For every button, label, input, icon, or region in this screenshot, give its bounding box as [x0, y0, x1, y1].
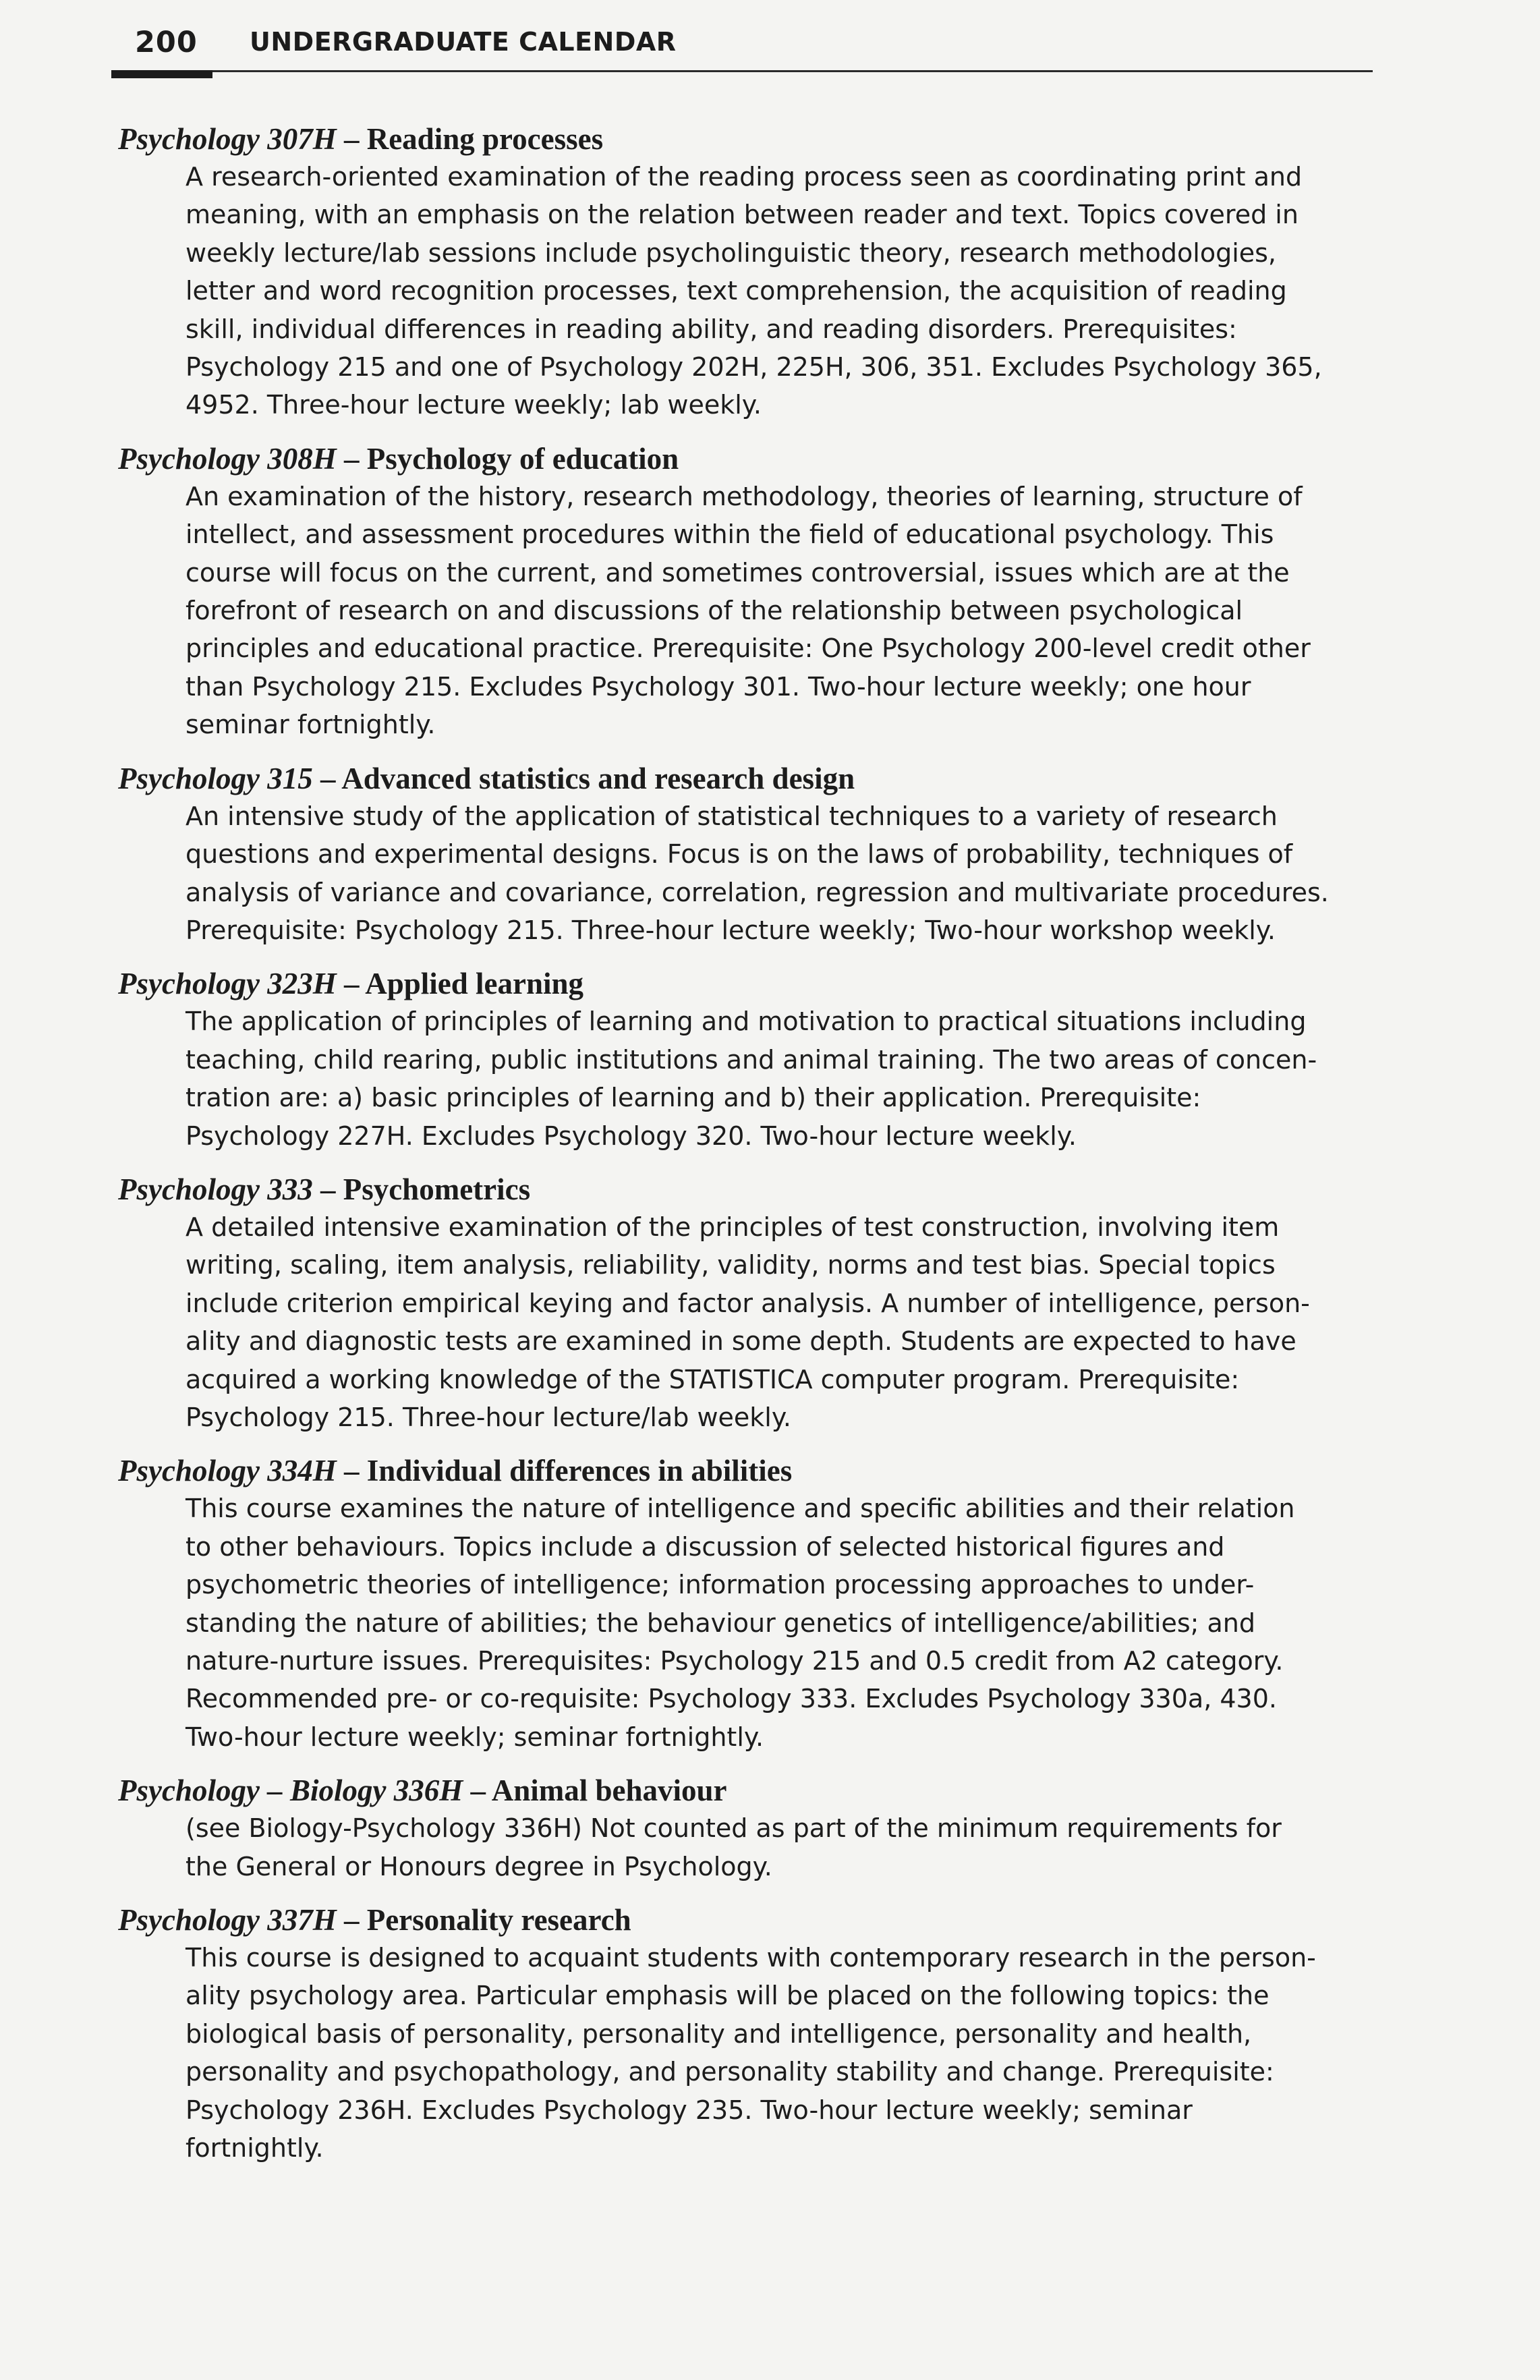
course-name: Reading processes	[366, 122, 604, 156]
description-line: The application of principles of learning and motivation to practical situations including	[186, 1007, 1307, 1037]
course-name: Psychometrics	[343, 1172, 531, 1206]
running-header	[111, 26, 1373, 86]
course-description	[186, 1002, 1386, 1155]
course-description	[186, 1208, 1386, 1436]
description-line: (see Biology-Psychology 336H) Not counted as part of the minimum requirements for	[186, 1813, 1282, 1844]
course-name: Personality research	[366, 1903, 631, 1937]
description-line: fortnightly.	[186, 2133, 324, 2163]
course-description	[186, 797, 1386, 950]
description-line: biological basis of personality, personality and intelligence, personality and health,	[186, 2018, 1252, 2049]
course-entry	[118, 440, 1386, 744]
description-line: 4952. Three-hour lecture weekly; lab weekly.	[186, 390, 762, 420]
course-name: Psychology of education	[366, 441, 679, 476]
course-heading: Psychology 315 – Advanced statistics and research design	[118, 761, 855, 795]
description-line: ality and diagnostic tests are examined in some depth. Students are expected to have	[186, 1326, 1296, 1357]
course-name: Advanced statistics and research design	[341, 761, 855, 795]
description-line: principles and educational practice. Prerequisite: One Psychology 200-level credit other	[186, 633, 1311, 664]
description-line: intellect, and assessment procedures within the field of educational psychology. This	[186, 519, 1274, 550]
description-line: Prerequisite: Psychology 215. Three-hour lecture weekly; Two-hour workshop weekly.	[186, 915, 1276, 945]
description-line: meaning, with an emphasis on the relation between reader and text. Topics covered in	[186, 200, 1299, 230]
description-line: forefront of research on and discussions of the relationship between psychological	[186, 596, 1243, 626]
description-line: personality and psychopathology, and personality stability and change. Prerequisite:	[186, 2057, 1274, 2087]
header-title: UNDERGRADUATE CALENDAR	[250, 27, 677, 57]
page-number: 200	[135, 26, 198, 59]
description-line: to other behaviours. Topics include a discussion of selected historical figures and	[186, 1531, 1225, 1562]
course-code: Psychology 307H	[118, 122, 337, 156]
description-line: This course is designed to acquaint students with contemporary research in the person-	[186, 1943, 1316, 1973]
course-description	[186, 478, 1386, 744]
course-description	[186, 158, 1386, 424]
description-line: Psychology 215 and one of Psychology 202H, 225H, 306, 351. Excludes Psychology 365,	[186, 352, 1322, 382]
description-line: psychometric theories of intelligence; information processing approaches to under-	[186, 1570, 1255, 1600]
description-line: Psychology 236H. Excludes Psychology 235. Two-hour lecture weekly; seminar	[186, 2095, 1193, 2125]
description-line: Recommended pre- or co-requisite: Psychology 333. Excludes Psychology 330a, 430.	[186, 1684, 1277, 1714]
course-name: Animal behaviour	[491, 1774, 727, 1808]
description-line: standing the nature of abilities; the behaviour genetics of intelligence/abilities; and	[186, 1608, 1255, 1638]
course-entry	[118, 1772, 1386, 1886]
description-line: Psychology 227H. Excludes Psychology 320. Two-hour lecture weekly.	[186, 1121, 1077, 1151]
course-heading: Psychology 334H – Individual differences in abilities	[118, 1454, 793, 1488]
course-entry	[118, 965, 1386, 1155]
description-line: skill, individual differences in reading ability, and reading disorders. Prerequisites:	[186, 314, 1237, 344]
course-heading: Psychology – Biology 336H – Animal behaviour	[118, 1774, 727, 1808]
description-line: An intensive study of the application of statistical techniques to a variety of research	[186, 801, 1278, 831]
course-heading: Psychology 323H – Applied learning	[118, 967, 584, 1001]
course-entry	[118, 1170, 1386, 1436]
course-name: Individual differences in abilities	[366, 1454, 793, 1488]
course-code: Psychology 308H	[118, 441, 337, 476]
course-description	[186, 1939, 1386, 2167]
description-line: A detailed intensive examination of the principles of test construction, involving item	[186, 1212, 1280, 1242]
description-line: A research-oriented examination of the reading process seen as coordinating print and	[186, 162, 1303, 192]
course-code: Psychology 337H	[118, 1903, 337, 1937]
description-line: questions and experimental designs. Focus is on the laws of probability, techniques of	[186, 839, 1293, 870]
description-line: the General or Honours degree in Psychology.	[186, 1851, 772, 1881]
course-entry	[118, 120, 1386, 424]
header-rule	[111, 70, 1373, 72]
course-code: Psychology 334H	[118, 1454, 337, 1488]
header-accent-bar	[111, 70, 212, 78]
course-entry	[118, 760, 1386, 950]
description-line: ality psychology area. Particular emphasis will be placed on the following topics: the	[186, 1981, 1270, 2011]
description-line: This course examines the nature of intelligence and specific abilities and their relation	[186, 1494, 1295, 1524]
course-description	[186, 1490, 1386, 1756]
course-heading: Psychology 333 – Psychometrics	[118, 1172, 531, 1206]
description-line: letter and word recognition processes, text comprehension, the acquisition of reading	[186, 276, 1287, 306]
course-heading: Psychology 308H – Psychology of education	[118, 441, 679, 476]
description-line: nature-nurture issues. Prerequisites: Psychology 215 and 0.5 credit from A2 category.	[186, 1646, 1284, 1676]
description-line: Psychology 215. Three-hour lecture/lab weekly.	[186, 1402, 791, 1432]
course-code: Psychology 333	[118, 1172, 313, 1206]
course-heading: Psychology 307H – Reading processes	[118, 122, 604, 156]
course-entry	[118, 1901, 1386, 2167]
description-line: seminar fortnightly.	[186, 710, 436, 740]
description-line: teaching, child rearing, public institutions and animal training. The two areas of concen-	[186, 1044, 1317, 1075]
description-line: acquired a working knowledge of the STATISTICA computer program. Prerequisite:	[186, 1364, 1240, 1394]
course-heading: Psychology 337H – Personality research	[118, 1903, 631, 1937]
description-line: analysis of variance and covariance, correlation, regression and multivariate procedures.	[186, 877, 1329, 907]
description-line: include criterion empirical keying and factor analysis. A number of intelligence, person-	[186, 1288, 1310, 1318]
description-line: An examination of the history, research methodology, theories of learning, structure of	[186, 481, 1303, 511]
course-name: Applied learning	[365, 967, 584, 1001]
course-entry	[118, 1452, 1386, 1756]
description-line: writing, scaling, item analysis, reliability, validity, norms and test bias. Special topics	[186, 1250, 1276, 1280]
description-line: tration are: a) basic principles of learning and b) their application. Prerequisite:	[186, 1083, 1201, 1113]
course-description	[186, 1809, 1386, 1886]
course-code: Psychology 323H	[118, 967, 337, 1001]
description-line: than Psychology 215. Excludes Psychology 301. Two-hour lecture weekly; one hour	[186, 671, 1251, 702]
description-line: Two-hour lecture weekly; seminar fortnightly.	[186, 1722, 764, 1752]
course-list	[118, 120, 1386, 2182]
description-line: course will focus on the current, and sometimes controversial, issues which are at the	[186, 557, 1290, 588]
course-code: Psychology – Biology 336H	[118, 1774, 463, 1808]
description-line: weekly lecture/lab sessions include psycholinguistic theory, research methodologies,	[186, 237, 1277, 268]
course-code: Psychology 315	[118, 761, 313, 795]
